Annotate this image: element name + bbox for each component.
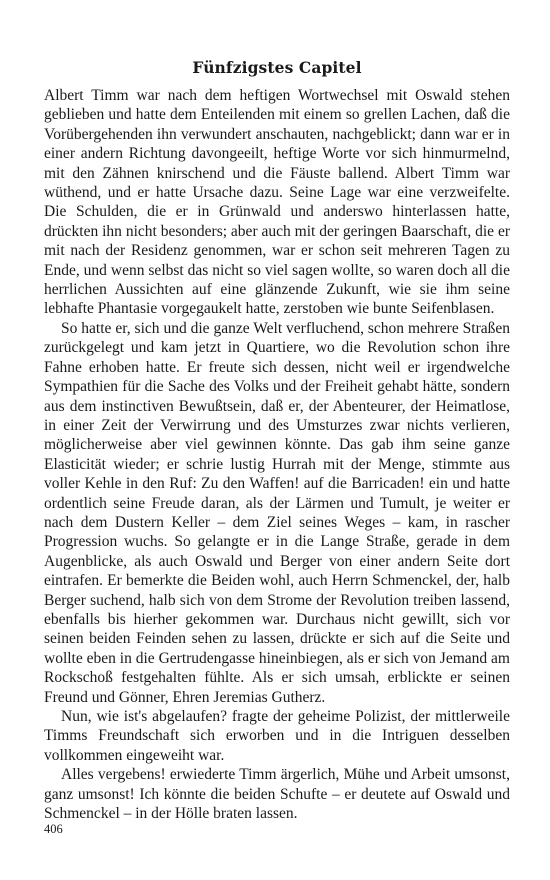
paragraph: Nun, wie ist's abgelaufen? fragte der geheime Polizist, der mittlerweile Timms Freundschaft sich erworben und in die Intriguen desselben vollkommen eingeweiht war. [44,708,510,764]
paragraph: Albert Timm war nach dem heftigen Wortwechsel mit Oswald stehen geblieben und hatte dem Enteilenden mit einem so grellen Lachen, daß die Vorübergehenden ihn verwundert anschauten, nachgeblickt; dann war er in einer andern Richtung davongeeilt, heftige Worte vor sich hinmurmelnd, mit den Zähnen knirschend und die Fäuste ballend. Albert Timm war wüthend, und er hatte Ursache dazu. Seine Lage war eine verzweifelte. Die Schulden, die er in Grünwald und anderswo hinterlassen hatte, drückten ihn nicht besonders; aber auch mit der geringen Baarschaft, die er mit nach der Residenz genommen, war er schon seit mehreren Tagen zu Ende, und wenn selbst das nicht so viel sagen wollte, so waren doch all die herrlichen Aussichten auf eine glänzende Zukunft, wie sie ihm seine lebhafte Phantasie vorgegaukelt hatte, zerstoben wie bunte Seifenblasen. [44,87,510,318]
paragraph: Alles vergebens! erwiederte Timm ärgerlich, Mühe und Arbeit umsonst, ganz umsonst! Ich könnte die beiden Schufte – er deutete auf Oswald und Schmenckel – in der Hölle braten lassen. [44,766,510,823]
page-number: 406 [44,822,63,836]
chapter-title: Fünfzigstes Capitel [192,58,362,77]
book-page [44,58,510,823]
paragraph: So hatte er, sich und die ganze Welt verfluchend, schon mehrere Straßen zurückgelegt und kam jetzt in Quartiere, wo die Revolution schon ihre Fahne erhoben hatte. Er freute sich dessen, nicht weil er irgendwelche Sympathien für die Sache des Volks und der Freiheit gehabt hätte, sondern aus dem instinctiven Bewußtsein, daß er, der Abenteurer, der Heimatlose, in einer Zeit der Verwirrung und des Umsturzes zwar nichts verlieren, möglicherweise aber viel gewinnen könnte. Das gab ihm seine ganze Elasticität wieder; er schrie lustig Hurrah mit der Menge, stimmte aus voller Kehle in den Ruf: Zu den Waffen! auf die Barricaden! ein und hatte ordentlich seine Freude daran, als der Lärmen und Tumult, je weiter er nach dem Dustern Keller – dem Ziel seines Weges – kam, in rascher Progression wuchs. So gelangte er in die Lange Straße, gerade in dem Augenblicke, als auch Oswald und Berger von einer andern Seite dort eintrafen. Er bemerkte die Beiden wohl, auch Herrn Schmenckel, der, halb Berger suchend, halb sich von dem Strome der Revolution treiben lassend, ebenfalls bis hierher gekommen war. Durchaus nicht gewillt, sich vor seinen beiden Feinden sehen zu lassen, drückte er sich auf die Seite und wollte eben in die Gertrudengasse hineinbiegen, als er sich von Jemand am Rockschoß festgehalten fühlte. Als er sich umsah, erblickte er seinen Freund und Gönner, Ehren Jeremias Gutherz. [44,319,510,706]
